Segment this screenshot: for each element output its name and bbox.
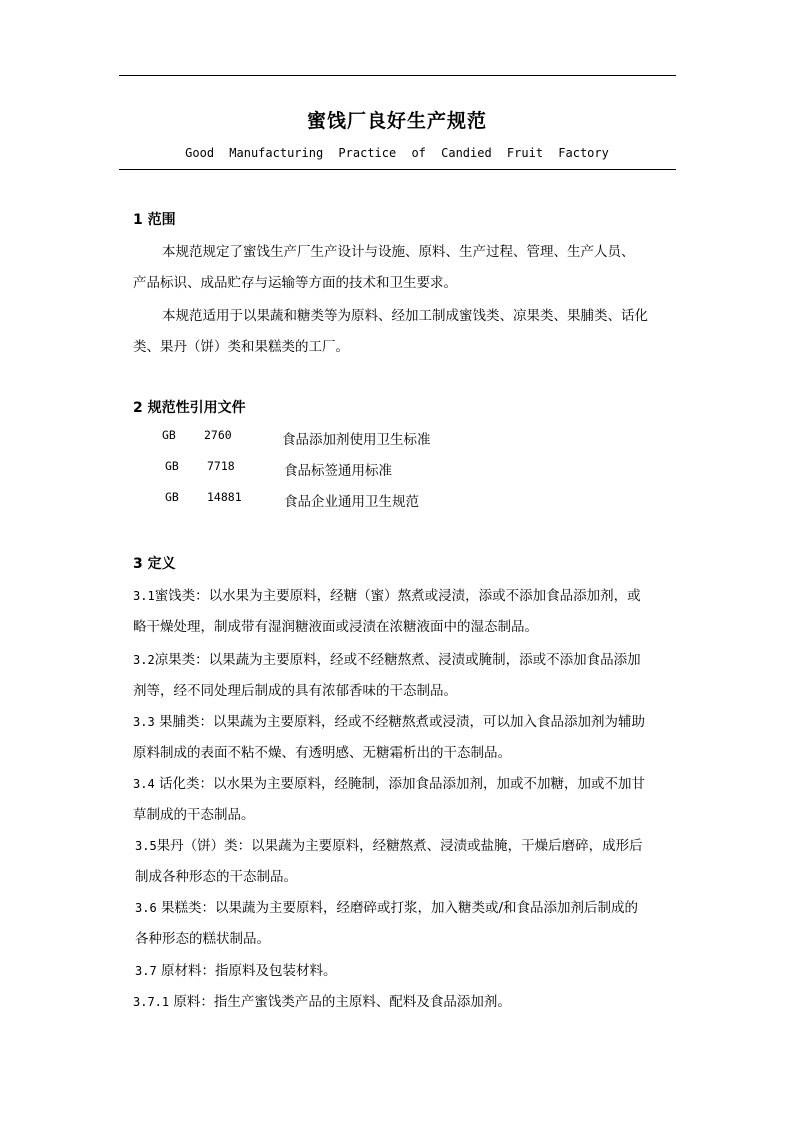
definition-number: 3.4 — [133, 777, 155, 791]
top-rule — [119, 75, 676, 76]
definition-number: 3.3 — [133, 715, 155, 729]
definition-text: 蜜饯类：以水果为主要原料，经糖（蜜）熬煮或浸渍，添或不添加食品添加剂，或 — [154, 588, 641, 604]
definition-3-7-line-1 — [135, 959, 336, 979]
definition-3-7-1-line-1 — [133, 990, 511, 1010]
definition-text: 果丹（饼）类：以果蔬为主要原料，经糖熬煮、浸渍或盐腌，干燥后磨碎，成形后 — [156, 838, 643, 854]
reference-title: 食品标签通用标准 — [284, 463, 392, 479]
definition-3-1-line-2: 略干燥处理，制成带有湿润糖液面或浸渍在浓糖液面中的湿态制品。 — [133, 619, 538, 635]
definition-3-1-line-1 — [133, 584, 641, 604]
definition-3-6-line-2: 各种形态的糕状制品。 — [135, 931, 270, 947]
definition-text: 果脯类：以果蔬为主要原料，经或不经糖熬煮或浸渍，可以加入食品添加剂为辅助 — [154, 714, 645, 730]
reference-title: 食品企业通用卫生规范 — [284, 494, 419, 510]
definition-3-3-line-1 — [133, 710, 645, 730]
definition-number: 3.1 — [133, 589, 155, 603]
definition-number: 3.6 — [135, 901, 157, 915]
section-1-paragraph-2-line-1: 本规范适用于以果蔬和糖类等为原料、经加工制成蜜饯类、凉果类、果脯类、话化 — [162, 308, 648, 324]
document-title: 蜜饯厂良好生产规范 — [306, 110, 487, 132]
reference-prefix: GB — [162, 428, 176, 442]
reference-number: 2760 — [204, 428, 232, 442]
document-subtitle: Good Manufacturing Practice of Candied Fruit Factory — [185, 146, 609, 160]
definition-text: 原料：指生产蜜饯类产品的主原料、配料及食品添加剂。 — [169, 994, 511, 1010]
definition-3-3-line-2: 原料制成的表面不粘不燥、有透明感、无糖霜析出的干态制品。 — [133, 745, 511, 761]
definition-3-5-line-1 — [135, 834, 643, 854]
section-2-heading: 2 规范性引用文件 — [133, 400, 246, 416]
definition-number: 3.2 — [133, 653, 155, 667]
definition-number: 3.5 — [135, 839, 157, 853]
definition-text: 凉果类：以果蔬为主要原料，经或不经糖熬煮、浸渍或腌制，添或不添加食品添加 — [154, 652, 641, 668]
definition-number: 3.7.1 — [133, 995, 170, 1009]
reference-title: 食品添加剂使用卫生标准 — [282, 432, 431, 448]
definition-text: 果糕类：以果蔬为主要原料，经磨碎或打浆，加入糖类或/和食品添加剂后制成的 — [156, 900, 639, 916]
definition-number: 3.7 — [135, 964, 157, 978]
reference-prefix: GB — [165, 459, 179, 473]
reference-number: 14881 — [207, 490, 242, 504]
definition-3-5-line-2: 制成各种形态的干态制品。 — [135, 869, 297, 885]
section-3-heading: 3 定义 — [133, 556, 176, 572]
section-1-paragraph-1-line-1: 本规范规定了蜜饯生产厂生产设计与设施、原料、生产过程、管理、生产人员、 — [162, 244, 635, 260]
section-1-paragraph-1-line-2: 产品标识、成品贮存与运输等方面的技术和卫生要求。 — [133, 275, 457, 291]
definition-3-4-line-1 — [133, 772, 645, 792]
definition-3-2-line-2: 剂等，经不同处理后制成的具有浓郁香味的干态制品。 — [133, 683, 457, 699]
definition-3-4-line-2: 草制成的干态制品。 — [133, 807, 255, 823]
definition-text: 话化类：以水果为主要原料，经腌制，添加食品添加剂，加或不加糖，加或不加甘 — [154, 776, 645, 792]
section-1-heading: 1 范围 — [133, 212, 176, 228]
section-1-paragraph-2-line-2: 类、果丹（饼）类和果糕类的工厂。 — [133, 339, 349, 355]
definition-3-6-line-1 — [135, 896, 638, 916]
definition-3-2-line-1 — [133, 648, 641, 668]
definition-text: 原材料：指原料及包装材料。 — [156, 963, 337, 979]
reference-prefix: GB — [165, 490, 179, 504]
title-bottom-rule — [119, 169, 676, 170]
reference-number: 7718 — [207, 459, 235, 473]
